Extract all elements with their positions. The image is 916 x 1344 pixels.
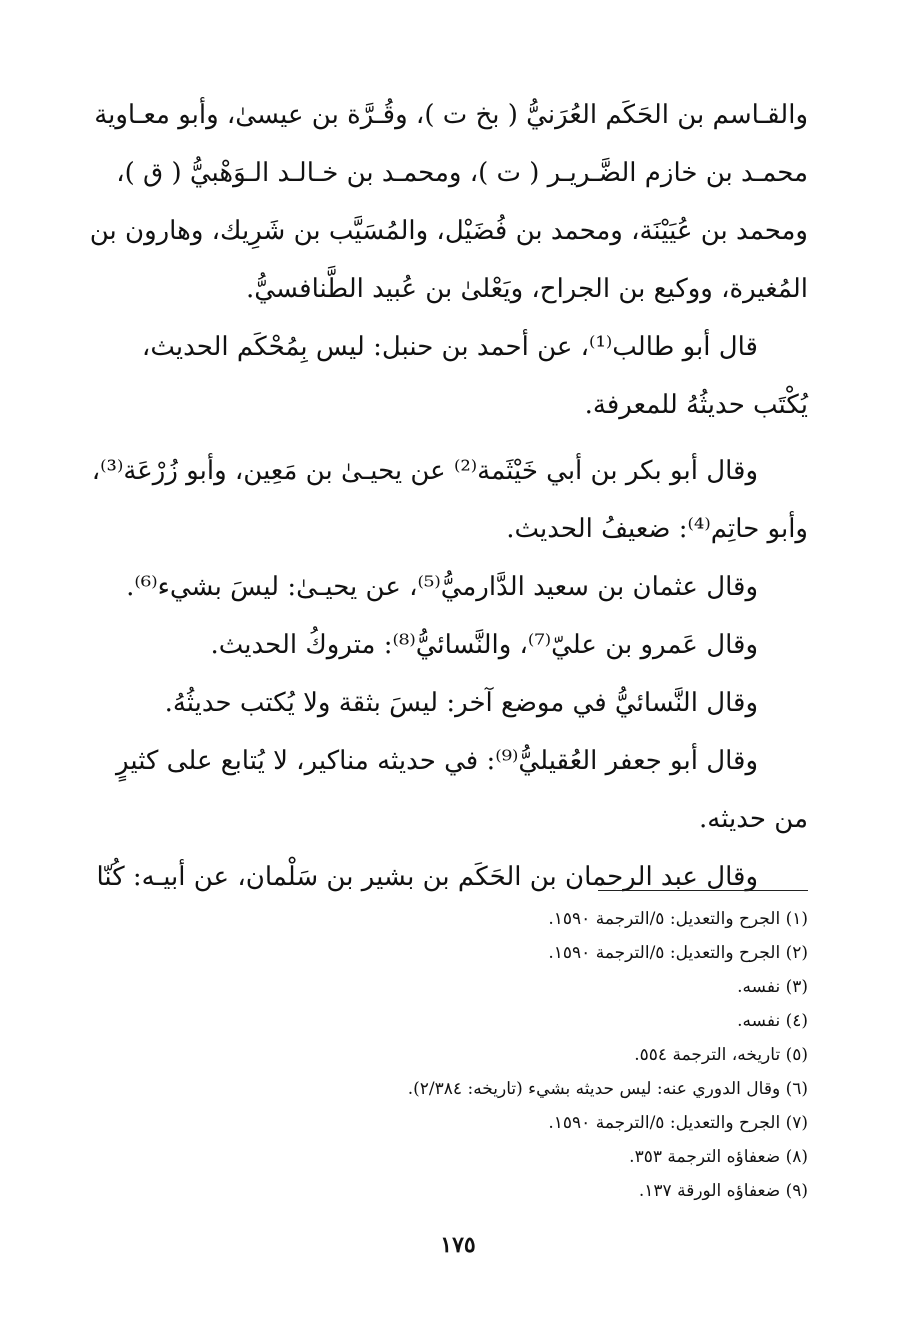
text-line: من حديثه.: [699, 804, 808, 834]
text-line: وأبو حاتِم⁽⁴⁾: ضعيفُ الحديث.: [506, 514, 808, 544]
footnote: (٥) تاريخه، الترجمة ٥٥٤.: [634, 1045, 808, 1065]
footnote: (٨) ضعفاؤه الترجمة ٣٥٣.: [629, 1147, 808, 1167]
main-text: [89, 86, 808, 906]
text-line: ومحمد بن عُيَيْنَة، ومحمد بن فُضَيْل، والمُسَيَّب بن شَرِيك، وهارون بن: [89, 216, 808, 246]
footnote: (٦) وقال الدوري عنه: ليس حديثه بشيء (تاريخه: ٢/٣٨٤).: [407, 1079, 808, 1099]
page-number: ١٧٥: [440, 1232, 476, 1258]
text-line: والقـاسم بن الحَكَم العُرَنيُّ ( بخ ت )، وقُـرَّة بن عيسىٰ، وأبو معـاوية: [94, 100, 808, 130]
paragraph-gap: [108, 434, 808, 442]
text-line: محمـد بن خازم الضَّـريـر ( ت )، ومحمـد بن خـالـد الـوَهْبيُّ ( ق )،: [116, 158, 808, 188]
footnotes: [108, 902, 808, 1208]
footnote: (٩) ضعفاؤه الورقة ١٣٧.: [638, 1181, 808, 1201]
text-line: المُغيرة، ووكيع بن الجراح، ويَعْلىٰ بن عُبيد الطَّنافسيُّ.: [246, 274, 808, 304]
text-line: وقال أبو بكر بن أبي خَيْثَمة⁽²⁾ عن يحيـىٰ بن مَعِين، وأبو زُرْعَة⁽³⁾،: [91, 456, 758, 486]
footnote-separator: [598, 890, 808, 891]
text-line: وقال أبو جعفر العُقيليُّ⁽⁹⁾: في حديثه مناكير، لا يُتابع على كثيرٍ: [116, 746, 758, 776]
text-line: وقال عثمان بن سعيد الدَّارميُّ⁽⁵⁾، عن يحيـىٰ: ليسَ بشيء⁽⁶⁾.: [126, 572, 758, 602]
footnote: (٧) الجرح والتعديل: ٥/الترجمة ١٥٩٠.: [548, 1113, 808, 1133]
text-line: وقال النَّسائيُّ في موضع آخر: ليسَ بثقة ولا يُكتب حديثُهُ.: [164, 688, 758, 718]
footnote: (٤) نفسه.: [737, 1011, 808, 1031]
text-line: وقال عبد الرحمان بن الحَكَم بن بشير بن سَلْمان، عن أبيـه: كُنّا: [96, 862, 758, 892]
footnote: (٣) نفسه.: [737, 977, 808, 997]
text-line: وقال عَمرو بن عليّ⁽⁷⁾، والنَّسائيُّ⁽⁸⁾: متروكُ الحديث.: [210, 630, 758, 660]
text-line: قال أبو طالب⁽¹⁾، عن أحمد بن حنبل: ليس بِمُحْكَم الحديث،: [141, 332, 758, 362]
footnote: (٢) الجرح والتعديل: ٥/الترجمة ١٥٩٠.: [548, 943, 808, 963]
text-line: يُكْتَب حديثُهُ للمعرفة.: [584, 390, 808, 420]
footnote: (١) الجرح والتعديل: ٥/الترجمة ١٥٩٠.: [548, 909, 808, 929]
